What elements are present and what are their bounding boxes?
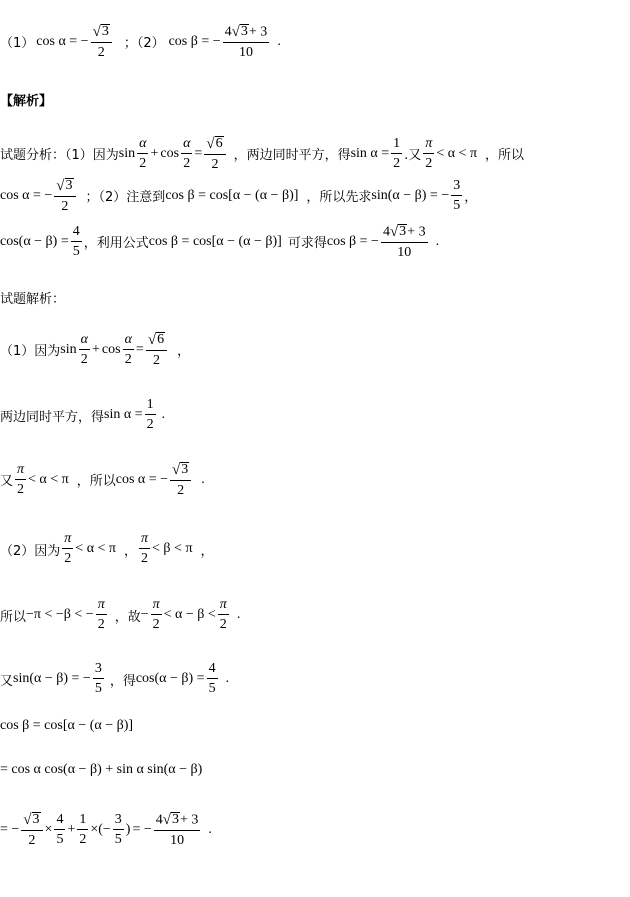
cos-text: cos: [101, 341, 121, 357]
cos-text: cos: [160, 145, 180, 161]
frac-pi-2: $\frac{\pi}{2}$: [64, 531, 72, 566]
analysis-line-3: [0, 224, 439, 260]
frac-3-5: $\frac{3}{5}$: [94, 661, 102, 696]
solution-line-2: [0, 398, 165, 432]
frac-pi-2: $\frac{\pi}{2}$: [219, 597, 227, 632]
frac-pi-2: $\frac{\pi}{2}$: [152, 597, 160, 632]
answer-part1-label: （1）: [0, 36, 35, 52]
frac-beta-result: 4 √ 3 + 3 10: [382, 223, 426, 260]
frac-sqrt3-2: √ 3 2: [170, 462, 191, 498]
sin-text: sin: [60, 341, 77, 357]
plus-sign: +: [67, 821, 76, 837]
frac-beta-result: 4 √ 3 + 3 10: [155, 811, 199, 848]
analysis-text: ，所以: [485, 148, 525, 164]
frac-sqrt3-2: √ 3 2: [54, 178, 75, 214]
frac-1-2: $\frac{1}{2}$: [146, 397, 154, 432]
solution-title: 试题解析：: [0, 292, 66, 307]
cos-beta-expr: cos β = cos[α − (α − β)]: [0, 718, 134, 733]
cos-beta-expr: cos β = cos[α − (α − β)]: [165, 187, 299, 203]
cos-beta-eq: cos β = −: [326, 233, 379, 249]
answer-end: .: [277, 33, 281, 49]
frac-sqrt6-2: √ 6 2: [146, 332, 167, 368]
eq-neg: = −: [132, 821, 152, 837]
cos-alpha-eq: cos α = −: [0, 187, 53, 203]
solution-line-3: [0, 462, 205, 498]
answer-frac-sqrt3-2: √ 3 2: [91, 24, 112, 60]
analysis-text: ；（2）注意到: [85, 190, 166, 206]
answer-sep: ；（2）: [123, 36, 165, 52]
equals-sign: =: [135, 341, 144, 357]
frac-alpha-2: $\frac{\alpha}{2}$: [183, 135, 191, 171]
plus-sign: +: [150, 145, 159, 161]
analysis-text: ，所以先求: [306, 190, 372, 206]
cos-diff-eq: cos(α − β) =: [0, 233, 69, 249]
minus-sign: −: [140, 607, 149, 622]
analysis-intro: 试题分析：（1）因为: [0, 148, 119, 164]
paren-close: ): [125, 821, 131, 837]
frac-pi-2: $\frac{\pi}{2}$: [97, 597, 105, 632]
frac-3-5: $\frac{3}{5}$: [114, 811, 122, 847]
times-sign: ×: [44, 821, 53, 837]
inequality: < α < π: [28, 471, 69, 487]
solution-line-5: [0, 598, 240, 632]
comma: ，: [124, 543, 138, 559]
solution-text: ，所以: [76, 474, 116, 490]
analysis-text: 可求得: [287, 236, 327, 252]
period: .: [435, 233, 440, 249]
solution-line-7: [0, 718, 133, 734]
frac-sqrt6-2: √ 6 2: [204, 136, 225, 172]
period: .: [161, 407, 166, 422]
solution-text: ，故: [114, 609, 141, 625]
period: .: [236, 607, 241, 622]
answer-frac-beta: 4 √ 3 + 3 10: [224, 23, 268, 60]
period: .: [201, 471, 205, 487]
analysis-line-1: [0, 136, 524, 172]
cos-diff-eq: cos(α − β) =: [135, 671, 205, 686]
frac-alpha-2: $\frac{\alpha}{2}$: [124, 331, 132, 367]
expansion-expr: = cos α cos(α − β) + sin α sin(α − β): [0, 762, 203, 777]
frac-alpha-2: $\frac{\alpha}{2}$: [139, 135, 147, 171]
solution-text: 两边同时平方，得: [0, 409, 105, 425]
answer-cos-beta: cos β = −: [168, 33, 221, 49]
analysis-text: ，两边同时平方，得: [233, 148, 351, 164]
sin-diff-eq: sin(α − β) = −: [371, 187, 450, 203]
analysis-text: ，利用公式: [83, 236, 149, 252]
answer-cos-alpha: cos α = −: [36, 33, 89, 49]
frac-pi-2: $\frac{\pi}{2}$: [141, 531, 149, 566]
solution-line-1: [0, 332, 190, 368]
frac-4-5: $\frac{4}{5}$: [72, 223, 80, 259]
frac-sqrt3-2: √ 3 2: [21, 812, 42, 848]
solution-text: 又: [0, 474, 14, 490]
times-paren: ×(−: [90, 821, 111, 837]
comma: ，: [177, 344, 191, 360]
solution-text: 所以: [0, 609, 27, 625]
frac-pi-2: $\frac{\pi}{2}$: [425, 135, 433, 171]
inequality: −π < −β < −: [26, 607, 94, 622]
frac-4-5: $\frac{4}{5}$: [56, 811, 64, 847]
sin-diff-eq: sin(α − β) = −: [13, 671, 91, 686]
solution-line-6: [0, 662, 229, 696]
solution-line-9: [0, 812, 212, 848]
solution-line-4: [0, 532, 214, 566]
equals-sign: =: [194, 145, 203, 161]
inequality: < β < π: [152, 541, 193, 556]
analysis-line-2: [0, 178, 477, 214]
inequality: < α < π: [436, 145, 478, 161]
plus-sign: +: [91, 341, 100, 357]
frac-3-5: $\frac{3}{5}$: [453, 177, 461, 213]
sin-alpha-eq: sin α =: [104, 407, 143, 422]
frac-1-2: $\frac{1}{2}$: [393, 135, 401, 171]
inequality: < α − β <: [163, 607, 216, 622]
inequality: < α < π: [75, 541, 116, 556]
period: .: [208, 821, 212, 837]
comma: ，: [464, 190, 478, 206]
frac-1-2: $\frac{1}{2}$: [79, 811, 87, 847]
analysis-text: .又: [404, 148, 422, 164]
answer-line: [0, 24, 281, 60]
frac-4-5: $\frac{4}{5}$: [208, 661, 216, 696]
frac-alpha-2: $\frac{\alpha}{2}$: [80, 331, 88, 367]
sin-text: sin: [118, 145, 136, 161]
frac-pi-2: $\frac{\pi}{2}$: [17, 461, 25, 497]
section-title: 【解析】: [0, 94, 53, 109]
solution-text: （2）因为: [0, 543, 61, 559]
solution-text: 又: [0, 673, 14, 689]
sin-alpha-eq: sin α =: [350, 145, 390, 161]
solution-text: （1）因为: [0, 344, 61, 360]
comma: ，: [200, 543, 214, 559]
eq-neg: = −: [0, 821, 20, 837]
solution-text: ，得: [109, 673, 136, 689]
period: .: [225, 671, 230, 686]
solution-line-8: [0, 762, 202, 778]
cos-alpha-eq: cos α = −: [115, 471, 169, 487]
cos-beta-expr: cos β = cos[α − (α − β)]: [148, 233, 282, 249]
